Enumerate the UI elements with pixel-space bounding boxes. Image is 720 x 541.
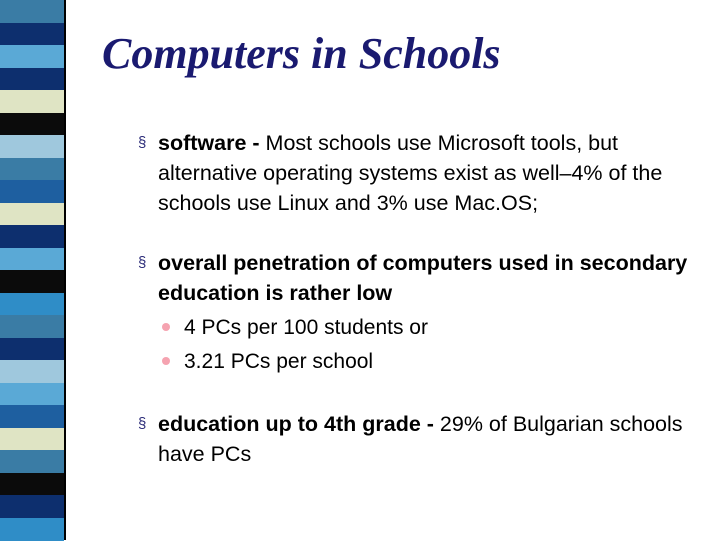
stripe-block	[0, 405, 64, 428]
decorative-stripe	[0, 0, 64, 540]
stripe-block	[0, 225, 64, 248]
dot-bullet-icon	[162, 357, 170, 365]
stripe-block	[0, 248, 64, 271]
stripe-block	[0, 23, 64, 46]
bullet-list	[138, 128, 708, 469]
sub-bullet-item	[162, 345, 708, 379]
stripe-block	[0, 180, 64, 203]
stripe-block	[0, 450, 64, 473]
stripe-block	[0, 90, 64, 113]
bullet-education	[138, 409, 708, 469]
sub-bullet-item	[162, 311, 708, 345]
bullet-heading: education up to 4th grade -	[158, 412, 440, 436]
slide-title: Computers in Schools	[102, 29, 501, 78]
stripe-block	[0, 518, 64, 541]
stripe-block	[0, 113, 64, 136]
stripe-block	[0, 338, 64, 361]
sub-bullet-text: 4 PCs per 100 students or	[184, 316, 428, 339]
stripe-block	[0, 360, 64, 383]
dot-bullet-icon	[162, 323, 170, 331]
stripe-block	[0, 203, 64, 226]
square-bullet-icon: §	[138, 134, 147, 151]
sub-bullet-text: 3.21 PCs per school	[184, 350, 374, 373]
square-bullet-icon: §	[138, 415, 147, 432]
stripe-block	[0, 0, 64, 23]
stripe-border	[64, 0, 66, 540]
stripe-block	[0, 473, 64, 496]
bullet-text: 29% of Bulgarian schools have PCs	[158, 412, 683, 466]
bullet-heading: overall penetration of computers used in secondary education is rather low	[158, 251, 688, 305]
bullet-penetration	[138, 248, 708, 379]
stripe-block	[0, 45, 64, 68]
stripe-block	[0, 270, 64, 293]
stripe-block	[0, 428, 64, 451]
sub-bullet-list	[158, 311, 708, 379]
stripe-block	[0, 383, 64, 406]
stripe-block	[0, 495, 64, 518]
bullet-software	[138, 128, 708, 218]
stripe-block	[0, 293, 64, 316]
stripe-block	[0, 68, 64, 91]
square-bullet-icon: §	[138, 254, 147, 271]
stripe-block	[0, 315, 64, 338]
bullet-heading: software -	[158, 131, 266, 155]
bullet-text: Most schools use Microsoft tools, but alternative operating systems exist as well–4% of the schools use Linux and 3% use Mac.OS;	[158, 131, 663, 215]
stripe-block	[0, 135, 64, 158]
stripe-block	[0, 158, 64, 181]
